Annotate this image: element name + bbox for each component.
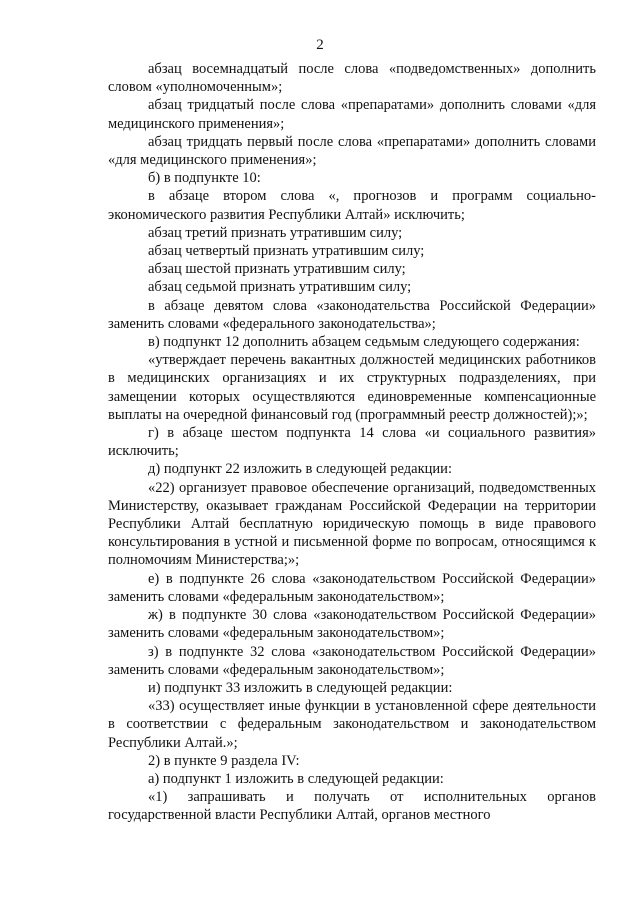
paragraph: з) в подпункте 32 слова «законодательством Российской Федерации» заменить словами «федеральным законодательством»; xyxy=(108,643,596,678)
paragraph: в) подпункт 12 дополнить абзацем седьмым следующего содержания: xyxy=(148,334,580,351)
paragraph: абзац тридцать первый после слова «препаратами» дополнить словами «для медицинского применения»; xyxy=(108,133,596,169)
paragraph: б) в подпункте 10: xyxy=(148,170,261,187)
paragraph: абзац седьмой признать утратившим силу; xyxy=(148,279,412,296)
paragraph: «33) осуществляет иные функции в установленной сфере деятельности в соответствии с федеральным законодательством и законодательством Республики Алтай.»; xyxy=(108,698,596,751)
paragraph: д) подпункт 22 изложить в следующей редакции: xyxy=(148,461,452,478)
paragraph: е) в подпункте 26 слова «законодательством Российской Федерации» заменить словами «федеральным законодательством»; xyxy=(108,570,596,605)
paragraph: «1) запрашивать и получать от исполнительных органов государственной власти Республики Алтай, органов местного xyxy=(108,789,596,824)
paragraph: «утверждает перечень вакантных должностей медицинских работников в медицинских организациях и их структурных подразделениях, при замещении которых осуществляются единовременные компенсационные выплаты на очередной финансовый год (программный реестр должностей);»; xyxy=(108,352,596,423)
paragraph: в абзаце девятом слова «законодательства Российской Федерации» заменить словами «федерального законодательства»; xyxy=(108,297,596,332)
document-body xyxy=(108,60,596,825)
paragraph: абзац четвертый признать утратившим силу; xyxy=(148,243,425,260)
paragraph: в абзаце втором слова «, прогнозов и программ социально-экономического развития Республики Алтай» исключить; xyxy=(108,188,596,223)
paragraph: абзац шестой признать утратившим силу; xyxy=(148,261,406,278)
paragraph: «22) организует правовое обеспечение организаций, подведомственных Министерству, оказывает гражданам Российской Федерации на территории Республики Алтай бесплатную юридическую помощь в виде правового консультирования в устной и письменной форме по вопросам, относящимся к полномочиям Министерства;»; xyxy=(108,479,596,569)
paragraph: абзац третий признать утратившим силу; xyxy=(148,224,403,241)
page-number: 2 xyxy=(316,37,324,53)
paragraph: и) подпункт 33 изложить в следующей редакции: xyxy=(148,679,453,696)
paragraph: а) подпункт 1 изложить в следующей редакции: xyxy=(148,770,444,787)
paragraph: абзац тридцатый после слова «препаратами» дополнить словами «для медицинского применения»; xyxy=(108,97,596,132)
paragraph: г) в абзаце шестом подпункта 14 слова «и социального развития» исключить; xyxy=(108,425,596,460)
paragraph: абзац восемнадцатый после слова «подведомственных» дополнить словом «уполномоченным»; xyxy=(108,61,596,96)
paragraph: 2) в пункте 9 раздела IV: xyxy=(148,752,300,769)
paragraph: ж) в подпункте 30 слова «законодательством Российской Федерации» заменить словами «федеральным законодательством»; xyxy=(108,607,596,642)
